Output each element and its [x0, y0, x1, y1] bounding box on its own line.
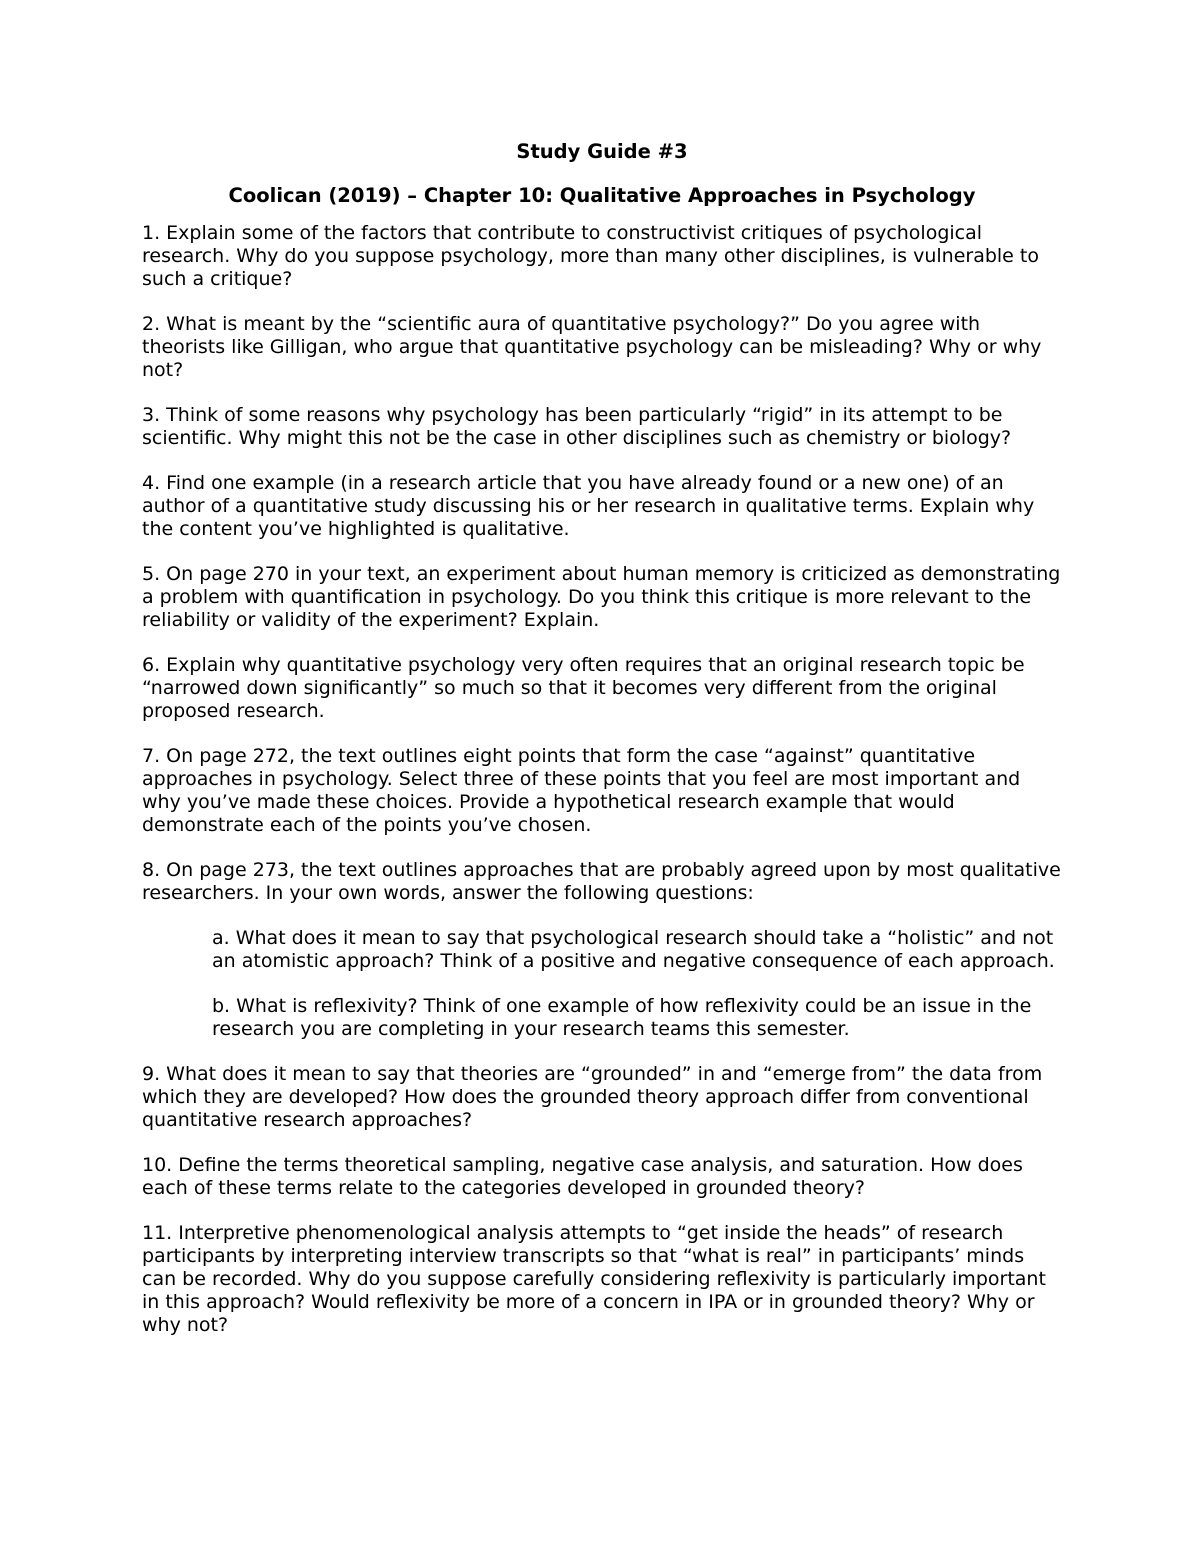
question-8a: a. What does it mean to say that psychological research should take a “holistic” and not an atomistic approach? Think of a positive and negative consequence of each approach.	[212, 927, 1055, 972]
document-subtitle: Coolican (2019) – Chapter 10: Qualitative Approaches in Psychology	[228, 184, 976, 207]
question-8b: b. What is reflexivity? Think of one example of how reflexivity could be an issue in the research you are completing in your research teams this semester.	[212, 995, 1032, 1040]
question-11: 11. Interpretive phenomenological analysis attempts to “get inside the heads” of research participants by interpreting interview transcripts so that “what is real” in participants’ minds can be recorded. Why do you suppose carefully considering reflexivity is particularly important in this approach? Would reflexivity be more of a concern in IPA or in grounded theory? Why or why not?	[142, 1222, 1046, 1336]
question-9: 9. What does it mean to say that theories are “grounded” in and “emerge from” the data from which they are developed? How does the grounded theory approach differ from conventional quantitative research approaches?	[142, 1063, 1043, 1131]
question-4: 4. Find one example (in a research article that you have already found or a new one) of an author of a quantitative study discussing his or her research in qualitative terms. Explain why the content you’ve highlighted is qualitative.	[142, 472, 1035, 540]
question-3: 3. Think of some reasons why psychology has been particularly “rigid” in its attempt to be scientific. Why might this not be the case in other disciplines such as chemistry or biology?	[142, 404, 1012, 449]
document-content	[142, 138, 1062, 1359]
question-2: 2. What is meant by the “scientific aura of quantitative psychology?” Do you agree with theorists like Gilligan, who argue that quantitative psychology can be misleading? Why or why not?	[142, 313, 1042, 381]
question-5: 5. On page 270 in your text, an experiment about human memory is criticized as demonstrating a problem with quantification in psychology. Do you think this critique is more relevant to the reliability or validity of the experiment? Explain.	[142, 563, 1061, 631]
question-8: 8. On page 273, the text outlines approaches that are probably agreed upon by most qualitative researchers. In your own words, answer the following questions:	[142, 859, 1061, 904]
question-6: 6. Explain why quantitative psychology very often requires that an original research topic be “narrowed down significantly” so much so that it becomes very different from the original proposed research.	[142, 654, 1025, 722]
question-1: 1. Explain some of the factors that contribute to constructivist critiques of psychological research. Why do you suppose psychology, more than many other disciplines, is vulnerable to such a critique?	[142, 222, 1039, 290]
question-7: 7. On page 272, the text outlines eight points that form the case “against” quantitative approaches in psychology. Select three of these points that you feel are most important and why you’ve made these choices. Provide a hypothetical research example that would demonstrate each of the points you’ve chosen.	[142, 745, 1021, 836]
question-10: 10. Define the terms theoretical sampling, negative case analysis, and saturation. How does each of these terms relate to the categories developed in grounded theory?	[142, 1154, 1023, 1199]
document-title: Study Guide #3	[516, 140, 688, 163]
